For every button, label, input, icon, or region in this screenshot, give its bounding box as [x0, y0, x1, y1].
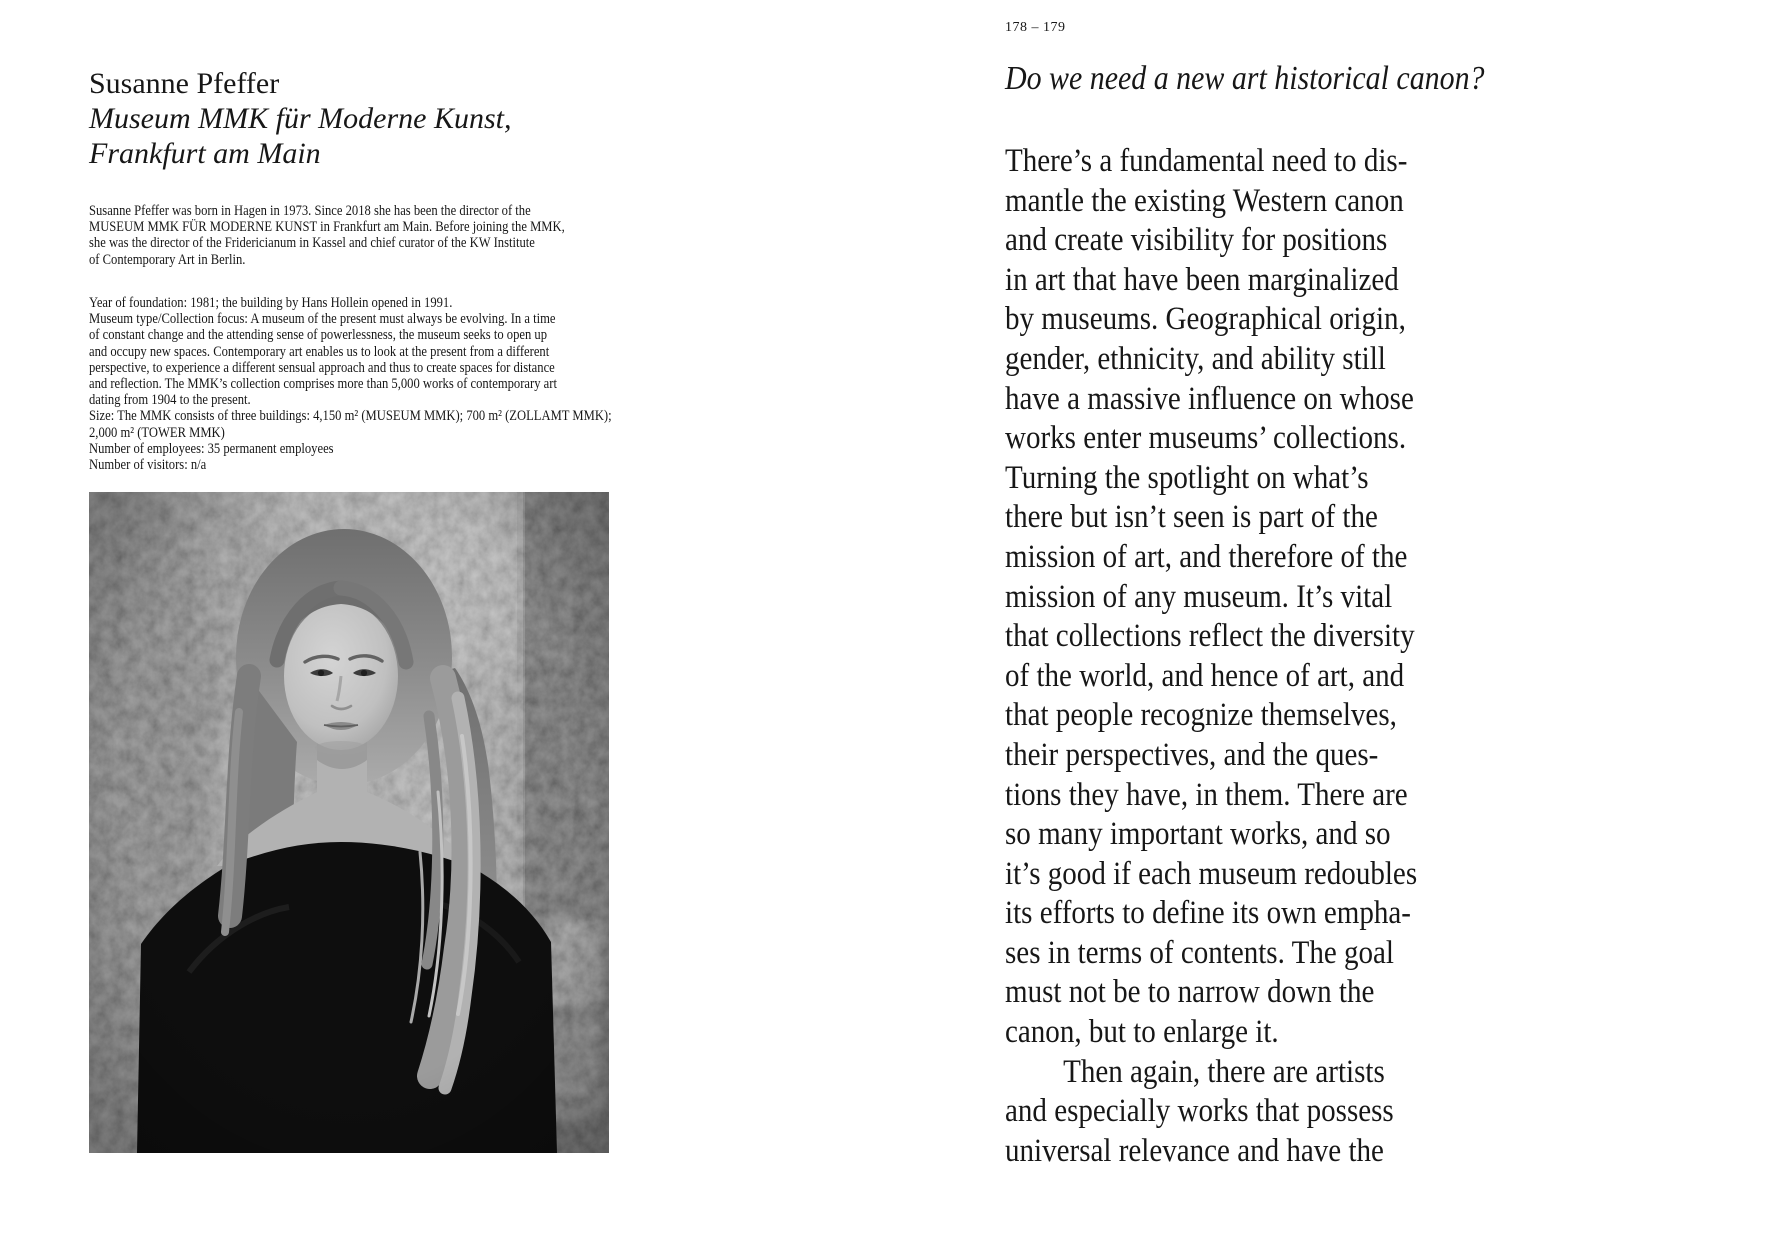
person-name: Susanne Pfeffer	[89, 67, 280, 100]
answer-line: mantle the existing Western canon	[1005, 182, 1404, 219]
bio-line: Susanne Pfeffer was born in Hagen in 1973. Since 2018 she has been the director of the	[89, 203, 531, 219]
biography-block	[89, 203, 565, 268]
answer-line: works enter museums’ collections.	[1005, 420, 1407, 457]
right-page	[886, 0, 1772, 1240]
answer-line: tions they have, in them. There are	[1005, 776, 1408, 813]
fact-line: and reflection. The MMK’s collection comprises more than 5,000 works of contemporary art	[89, 376, 557, 393]
answer-line: must not be to narrow down the	[1005, 974, 1375, 1011]
interview-question: Do we need a new art historical canon?	[1005, 60, 1485, 97]
answer-line: that people recognize themselves,	[1005, 697, 1397, 734]
answer-line: its efforts to define its own empha-	[1005, 895, 1411, 932]
answer-line: there but isn’t seen is part of the	[1005, 499, 1378, 536]
answer-line: of the world, and hence of art, and	[1005, 657, 1405, 694]
answer-line: gender, ethnicity, and ability still	[1005, 340, 1386, 377]
bio-line: MUSEUM MMK FÜR MODERNE KUNST in Frankfurt am Main. Before joining the MMK,	[89, 219, 565, 236]
answer-line: it’s good if each museum redoubles	[1005, 855, 1418, 892]
answer-line: and create visibility for positions	[1005, 222, 1388, 259]
answer-line: There’s a fundamental need to dis-	[1005, 143, 1408, 179]
fact-line: dating from 1904 to the present.	[89, 392, 251, 409]
fact-line: and occupy new spaces. Contemporary art enables us to look at the present from a different	[89, 343, 550, 360]
answer-line: so many important works, and so	[1005, 816, 1391, 853]
museum-facts-block	[89, 295, 612, 473]
fact-line: Museum type/Collection focus: A museum of the present must always be evolving. In a time	[89, 311, 556, 328]
answer-line: canon, but to enlarge it.	[1005, 1014, 1279, 1051]
answer-line: ses in terms of contents. The goal	[1005, 934, 1395, 971]
portrait-photo	[89, 492, 609, 1153]
fact-line: Number of visitors: n/a	[89, 457, 207, 474]
answer-line: mission of any museum. It’s vital	[1005, 578, 1393, 615]
institution-line-1: Museum MMK für Moderne Kunst,	[89, 102, 512, 135]
answer-line: that collections reflect the diversity	[1005, 618, 1415, 655]
fact-line: 2,000 m² (TOWER MMK)	[89, 424, 225, 441]
profile-title	[89, 66, 511, 171]
answer-line: and especially works that possess	[1005, 1093, 1394, 1130]
answer-line: Then again, there are artists	[1005, 1053, 1385, 1090]
answer-line: universal relevance and have the	[1005, 1132, 1384, 1169]
bio-line: of Contemporary Art in Berlin.	[89, 251, 246, 268]
answer-line: by museums. Geographical origin,	[1005, 301, 1406, 338]
fact-line: Year of foundation: 1981; the building by Hans Hollein opened in 1991.	[89, 295, 453, 311]
fact-line: Size: The MMK consists of three buildings: 4,150 m² (MUSEUM MMK); 700 m² (ZOLLAMT MMK);	[89, 408, 612, 425]
fact-line: of constant change and the attending sense of powerlessness, the museum seeks to open up	[89, 327, 548, 344]
answer-line: in art that have been marginalized	[1005, 261, 1399, 298]
answer-line: their perspectives, and the ques-	[1005, 736, 1379, 773]
fact-line: Number of employees: 35 permanent employees	[89, 440, 334, 457]
answer-line: have a massive influence on whose	[1005, 380, 1414, 417]
answer-line: Turning the spotlight on what’s	[1005, 459, 1369, 496]
answer-line: mission of art, and therefore of the	[1005, 538, 1408, 575]
page-number: 178 – 179	[1005, 20, 1066, 35]
institution-line-2: Frankfurt am Main	[89, 137, 321, 170]
fact-line: perspective, to experience a different sensual approach and thus to create spaces for distance	[89, 359, 555, 376]
interview-answer	[1005, 142, 1551, 1171]
bio-line: she was the director of the Fridericianum in Kassel and chief curator of the KW Institute	[89, 235, 535, 252]
portrait-of-woman-image	[89, 492, 609, 1153]
